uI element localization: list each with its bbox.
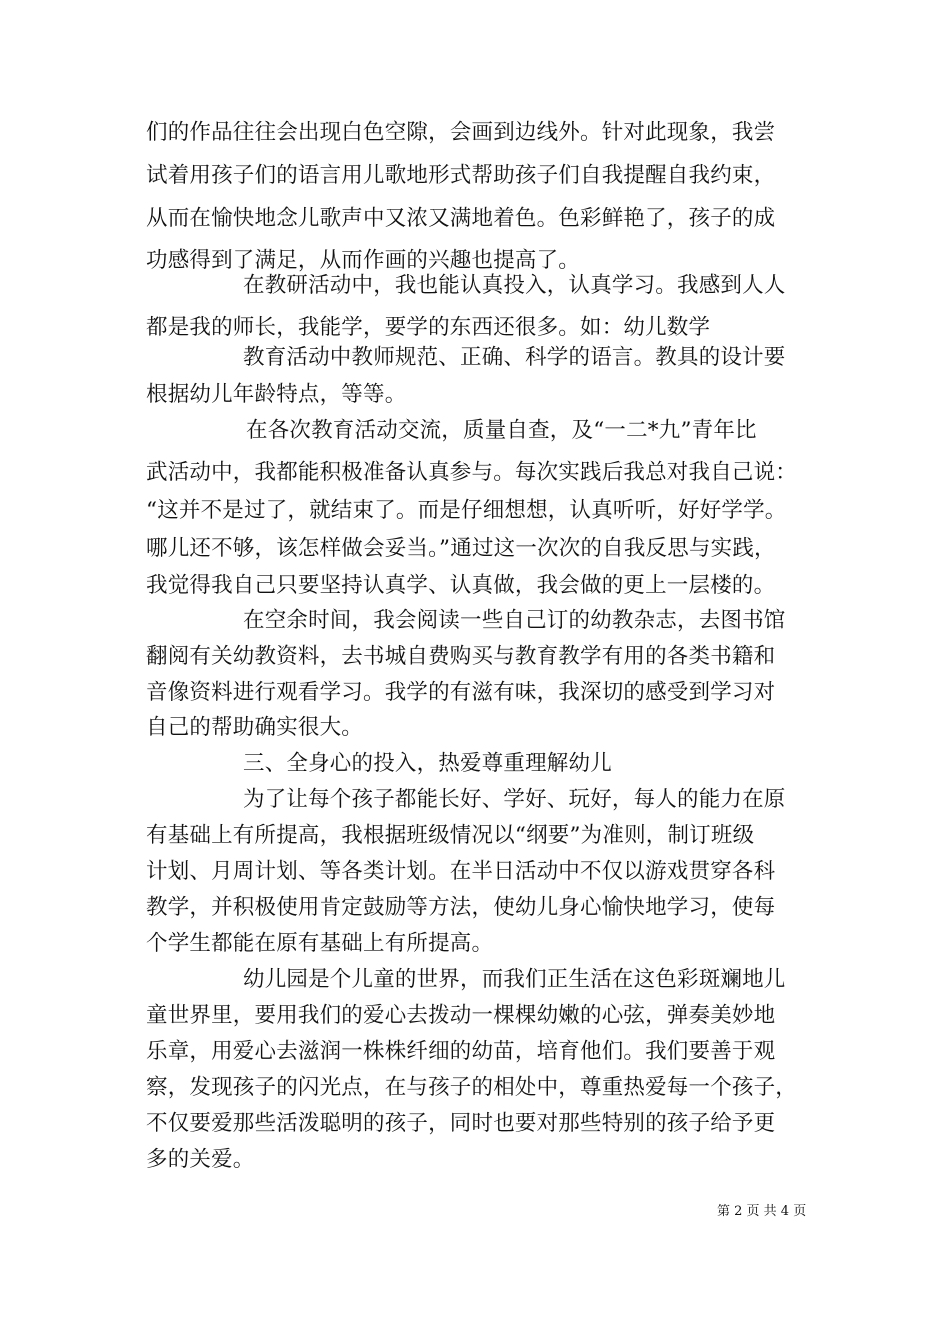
page-number-footer: 第 2 页 共 4 页 [717,1204,807,1219]
text-line: “这并不是过了，就结束了。而是仔细想想，认真听听，好好学学。 [146,498,787,523]
text-line: 音像资料进行观看学习。我学的有滋有味，我深切的感受到学习对 [146,680,776,705]
text-line: 童世界里，要用我们的爱心去拨动一棵棵幼嫩的心弦，弹奏美妙地 [146,1003,776,1028]
paragraph-first-line: 在空余时间，我会阅读一些自己订的幼教杂志，去图书馆 [243,608,786,633]
text-line: 们的作品往往会出现白色空隙，会画到边线外。针对此现象，我尝 [146,120,776,145]
text-line: 哪儿还不够，该怎样做会妥当。”通过这一次次的自我反思与实践， [146,536,776,561]
text-line: 教育活动中教师规范、正确、科学的语言。教具的设计要 [243,345,786,370]
text-line: 武活动中，我都能积极准备认真参与。每次实践后我总对我自己说： [146,460,798,485]
text-line: 功感得到了满足，从而作画的兴趣也提高了。 [146,248,581,273]
text-line: 教学，并积极使用肯定鼓励等方法，使幼儿身心愉快地学习，使每 [146,895,776,920]
text-line: 多的关爱。 [146,1147,255,1172]
text-line: 察，发现孩子的闪光点，在与孩子的相处中，尊重热爱每一个孩子， [146,1075,798,1100]
text-line: 都是我的师长，我能学，要学的东西还很多。如：幼儿数学 [146,315,711,340]
text-line: 有基础上有所提高，我根据班级情况以“纲要”为准则，制订班级 [146,823,755,848]
text-line: 自己的帮助确实很大。 [146,715,364,740]
text-line: 个学生都能在原有基础上有所提高。 [146,931,494,956]
text-line: 我觉得我自己只要坚持认真学、认真做，我会做的更上一层楼的。 [146,573,776,598]
paragraph-first-line: 在教研活动中，我也能认真投入，认真学习。我感到人人 [243,273,786,298]
text-line: 试着用孩子们的语言用儿歌地形式帮助孩子们自我提醒自我约束， [146,163,776,188]
text-line: 不仅要爱那些活泼聪明的孩子，同时也要对那些特别的孩子给予更 [146,1111,776,1136]
section-heading: 三、全身心的投入，热爱尊重理解幼儿 [243,751,612,776]
text-line: 翻阅有关幼教资料，去书城自费购买与教育教学有用的各类书籍和 [146,644,776,669]
text-line: 根据幼儿年龄特点，等等。 [146,382,407,407]
text-line: 计划、月周计划、等各类计划。在半日活动中不仅以游戏贯穿各科 [146,859,776,884]
text-line: 从而在愉快地念儿歌声中又浓又满地着色。色彩鲜艳了，孩子的成 [146,206,776,231]
paragraph-first-line: 在各次教育活动交流，质量自查，及“一二*九”青年比 [246,418,757,443]
text-line: 乐章，用爱心去滋润一株株纤细的幼苗，培育他们。我们要善于观 [146,1039,776,1064]
paragraph-first-line: 为了让每个孩子都能长好、学好、玩好，每人的能力在原 [243,787,786,812]
paragraph-first-line: 幼儿园是个儿童的世界，而我们正生活在这色彩斑斓地儿 [243,967,786,992]
